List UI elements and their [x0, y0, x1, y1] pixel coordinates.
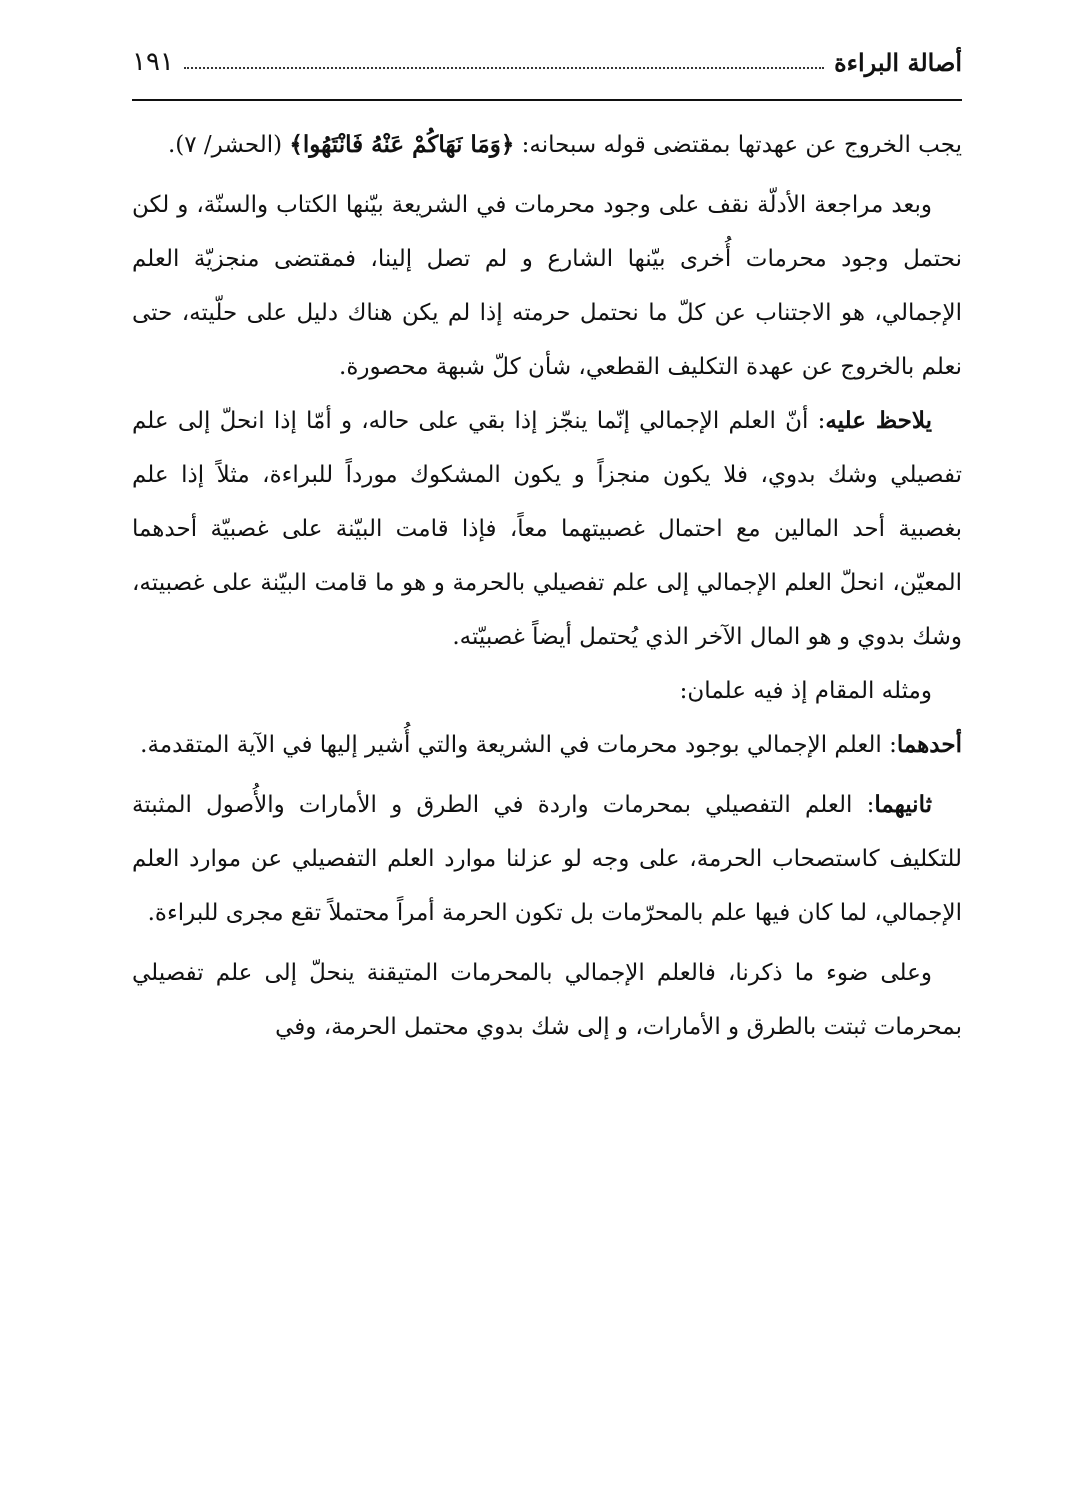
header-rule [132, 99, 962, 101]
page-number: ١٩١ [132, 47, 174, 77]
paragraph-5-label: أحدهما [896, 731, 962, 758]
paragraph-3-text: : أنّ العلم الإجمالي إنّما ينجّز إذا بقي على حاله، و أمّا إذا انحلّ إلى علم تفصيلي وشك بدوي، فلا يكون منجزاً و يكون المشكوك مورداً للبراءة، مثلاً إذا علم بغصبية أحد المالين مع احتمال غصبيتهما معاً، فإذا قامت البيّنة على غصبيّة أحدهما المعيّن، انحلّ العلم الإجمالي إلى علم تفصيلي بالحرمة و هو ما قامت البيّنة على غصبيته، وشك بدوي و هو المال الآخر الذي يُحتمل أيضاً غصبيّته. [132, 408, 962, 650]
paragraph-3 [132, 394, 962, 664]
body-text [132, 118, 962, 1054]
paragraph-6-text: : العلم التفصيلي بمحرمات واردة في الطرق و الأمارات والأُصول المثبتة للتكليف كاستصحاب الحرمة، على وجه لو عزلنا موارد العلم التفصيلي عن موارد العلم الإجمالي، لما كان فيها علم بالمحرّمات بل تكون الحرمة أمراً محتملاً تقع مجرى للبراءة. [132, 792, 962, 926]
paragraph-1-text: يجب الخروج عن عهدتها بمقتضى قوله سبحانه: [514, 132, 962, 158]
paragraph-6 [132, 778, 962, 940]
paragraph-5-text: : العلم الإجمالي بوجود محرمات في الشريعة والتي أُشير إليها في الآية المتقدمة. [140, 732, 897, 758]
paragraph-3-label: يلاحظ عليه [825, 407, 932, 434]
paragraph-6-label: ثانيهما [874, 791, 932, 818]
paragraph-1 [132, 118, 962, 172]
paragraph-5 [132, 718, 962, 772]
paragraph-2: وبعد مراجعة الأدلّة نقف على وجود محرمات في الشريعة بيّنها الكتاب والسنّة، و لكن نحتمل وجود محرمات أُخرى بيّنها الشارع و لم تصل إلينا، فمقتضى منجزيّة العلم الإجمالي، هو الاجتناب عن كلّ ما نحتمل حرمته إذا لم يكن هناك دليل على حلّيته، حتى نعلم بالخروج عن عهدة التكليف القطعي، شأن كلّ شبهة محصورة. [132, 192, 962, 380]
page-header [132, 42, 962, 82]
paragraph-7: وعلى ضوء ما ذكرنا، فالعلم الإجمالي بالمحرمات المتيقنة ينحلّ إلى علم تفصيلي بمحرمات ثبتت بالطرق و الأمارات، و إلى شك بدوي محتمل الحرمة، وفي [132, 960, 962, 1040]
running-title: أصالة البراءة [834, 47, 962, 77]
verse-reference: (الحشر/ ٧). [167, 132, 290, 158]
leader-dots [184, 67, 824, 69]
quran-verse: ﴿وَمَا نَهَاكُمْ عَنْهُ فَانْتَهُوا﴾ [289, 131, 515, 158]
paragraph-4: ومثله المقام إذ فيه علمان: [679, 678, 932, 704]
